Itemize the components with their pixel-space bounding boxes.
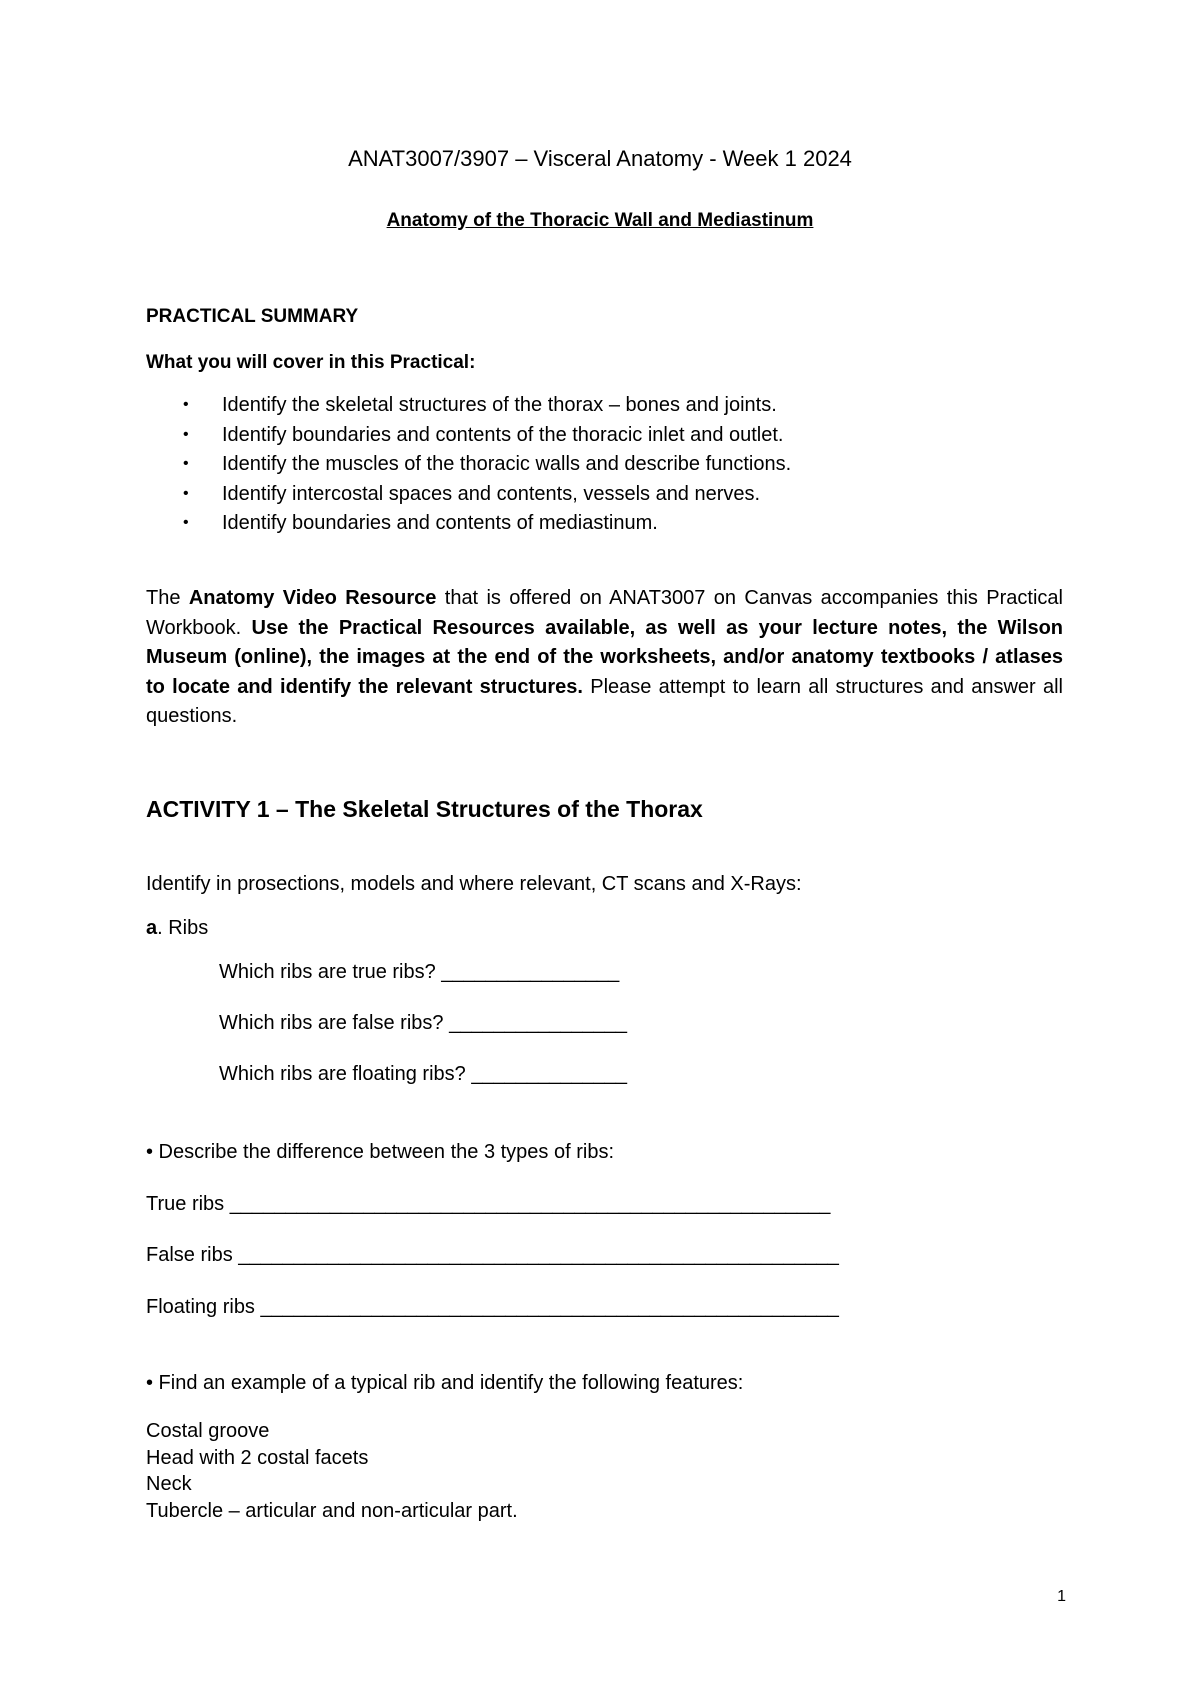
bullet: • [183,425,189,443]
document-subtitle: Anatomy of the Thoracic Wall and Mediastinum [386,210,814,231]
objective-text: Identify the skeletal structures of the thorax – bones and joints. [222,394,777,416]
item-letter: a [146,917,158,939]
list-item: Head with 2 costal facets [146,1446,369,1469]
cover-heading: What you will cover in this Practical: [146,352,476,373]
list-item [183,423,791,453]
bullet: • [183,455,189,472]
question-true-ribs: Which ribs are true ribs? ________________ [219,961,620,983]
bullet: • [183,514,189,531]
bullet: • [183,484,189,502]
list-item: Neck [146,1473,192,1495]
false-ribs-answer-line: False ribs ______________________________________________________ [146,1244,839,1266]
list-item [183,393,791,423]
activity-heading: ACTIVITY 1 – The Skeletal Structures of the Thorax [146,796,703,822]
intro-bold-text: Use the Practical Resources available, as well as your lecture notes, the Wilson Museum (online), the images at the end of the worksheets, and/or anatomy textbooks / atlases to locate and identify the relevant structures. [146,616,1064,698]
ribs-item [146,916,208,940]
intro-paragraph [146,584,1063,732]
bullet: • [183,396,189,413]
floating-ribs-answer-line: Floating ribs ____________________________________________________ [146,1296,839,1318]
question-false-ribs: Which ribs are false ribs? ________________ [219,1012,628,1034]
rib-features-list [146,1418,518,1524]
page-number: 1 [1057,1588,1066,1605]
describe-instruction: • Describe the difference between the 3 types of ribs: [146,1141,615,1163]
activity-instruction: Identify in prosections, models and where relevant, CT scans and X-Rays: [146,873,802,895]
question-floating-ribs: Which ribs are floating ribs? ______________ [219,1063,628,1085]
find-instruction: • Find an example of a typical rib and identify the following features: [146,1372,744,1394]
objective-text: Identify the muscles of the thoracic walls and describe functions. [222,453,792,475]
intro-text: that is offered on ANAT3007 on Canvas accompanies this Practical Workbook. [146,587,1063,639]
intro-bold-text: Anatomy Video Resource [188,587,437,609]
list-item [183,511,791,541]
practical-summary-heading: PRACTICAL SUMMARY [146,306,359,327]
objective-text: Identify boundaries and contents of the thoracic inlet and outlet. [222,423,784,446]
true-ribs-answer-line: True ribs ______________________________________________________ [146,1193,831,1215]
intro-text: Please attempt to learn all structures and answer all questions. [146,675,1063,727]
document-title: ANAT3007/3907 – Visceral Anatomy - Week 1 2024 [348,146,852,171]
objective-text: Identify boundaries and contents of mediastinum. [222,512,658,534]
list-item: Tubercle – articular and non-articular part. [146,1499,518,1522]
list-item [183,452,791,482]
objective-text: Identify intercostal spaces and contents, vessels and nerves. [222,482,761,505]
intro-text: The [146,587,189,609]
objectives-list [183,393,791,541]
list-item [183,482,791,512]
item-text: . Ribs [157,917,209,939]
list-item: Costal groove [146,1420,270,1442]
